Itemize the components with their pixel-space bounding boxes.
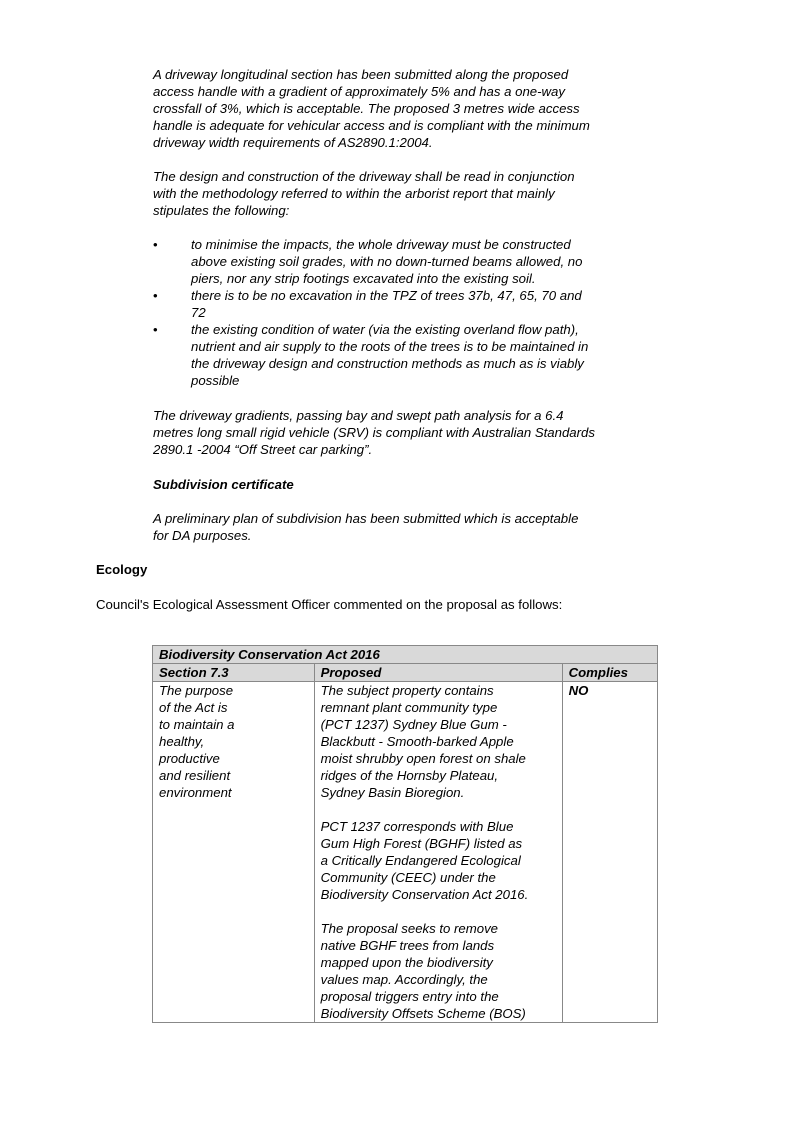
proposed-paragraph — [321, 920, 556, 1022]
text-line: A driveway longitudinal section has been submitted along the proposed — [153, 67, 569, 82]
paragraph-design-construction — [153, 168, 653, 219]
text-line: possible — [191, 373, 240, 388]
cell-proposed — [314, 682, 562, 1023]
text-line: ridges of the Hornsby Plateau, — [320, 768, 499, 783]
bullet-symbol: • — [153, 322, 158, 337]
subdivision-heading: Subdivision certificate — [153, 477, 294, 492]
text-line: proposal triggers entry into the — [320, 989, 499, 1004]
text-line: Biodiversity Conservation Act 2016. — [320, 887, 529, 902]
text-line: Sydney Basin Bioregion. — [320, 785, 465, 800]
table-header-row — [153, 664, 658, 682]
text-line: stipulates the following: — [153, 203, 290, 218]
text-line: access handle with a gradient of approximately 5% and has a one-way — [153, 84, 565, 99]
text-line: environment — [159, 785, 232, 800]
text-line: with the methodology referred to within the arborist report that mainly — [153, 186, 555, 201]
text-line: above existing soil grades, with no down-turned beams allowed, no — [191, 254, 583, 269]
text-line: and resilient — [159, 768, 231, 783]
bullet-list — [153, 236, 653, 389]
text-line: mapped upon the biodiversity — [320, 955, 493, 970]
text-line: (PCT 1237) Sydney Blue Gum - — [320, 717, 507, 732]
table-title: Biodiversity Conservation Act 2016 — [153, 646, 658, 664]
text-line: Community (CEEC) under the — [320, 870, 496, 885]
text-line: to minimise the impacts, the whole driveway must be constructed — [191, 237, 571, 252]
text-line: values map. Accordingly, the — [320, 972, 488, 987]
column-header-proposed: Proposed — [314, 664, 562, 682]
text-line: The proposal seeks to remove — [320, 921, 499, 936]
paragraph-subdivision — [153, 510, 653, 544]
text-line: The subject property contains — [320, 683, 494, 698]
bullet-symbol: • — [153, 288, 158, 303]
text-line: productive — [159, 751, 220, 766]
ecology-intro: Council's Ecological Assessment Officer commented on the proposal as follows: — [96, 597, 563, 612]
text-line: The driveway gradients, passing bay and swept path analysis for a 6.4 — [153, 408, 564, 423]
text-line: healthy, — [159, 734, 205, 749]
text-line: native BGHF trees from lands — [320, 938, 495, 953]
text-line: there is to be no excavation in the TPZ of trees 37b, 47, 65, 70 and — [191, 288, 582, 303]
column-header-complies: Complies — [562, 664, 657, 682]
text-line: moist shrubby open forest on shale — [320, 751, 526, 766]
text-line: A preliminary plan of subdivision has been submitted which is acceptable — [153, 511, 579, 526]
proposed-paragraph — [321, 682, 556, 801]
text-line: remnant plant community type — [320, 700, 498, 715]
text-line: Biodiversity Offsets Scheme (BOS) — [320, 1006, 526, 1021]
cell-complies: NO — [562, 682, 657, 1023]
text-line: The design and construction of the driveway shall be read in conjunction — [153, 169, 575, 184]
text-line: metres long small rigid vehicle (SRV) is compliant with Australian Standards — [153, 425, 595, 440]
text-line: The purpose — [159, 683, 234, 698]
bullet-item — [153, 236, 653, 287]
text-line: 72 — [191, 305, 206, 320]
proposed-paragraph — [321, 818, 556, 903]
table-row — [153, 682, 658, 1023]
text-line: driveway width requirements of AS2890.1:2004. — [153, 135, 433, 150]
text-line: PCT 1237 corresponds with Blue — [320, 819, 514, 834]
text-line: the existing condition of water (via the existing overland flow path), — [191, 322, 579, 337]
text-line: nutrient and air supply to the roots of the trees is to be maintained in — [191, 339, 589, 354]
ecology-heading: Ecology — [96, 562, 148, 577]
cell-section — [153, 682, 315, 1023]
text-line: piers, nor any strip footings excavated into the existing soil. — [191, 271, 536, 286]
text-line: to maintain a — [159, 717, 235, 732]
paragraph-gradients — [153, 407, 653, 458]
text-line: 2890.1 -2004 “Off Street car parking”. — [153, 442, 373, 457]
text-line: crossfall of 3%, which is acceptable. The proposed 3 metres wide access — [153, 101, 580, 116]
text-line: the driveway design and construction methods as much as is viably — [191, 356, 584, 371]
biodiversity-table — [152, 645, 658, 1023]
text-line: for DA purposes. — [153, 528, 252, 543]
bullet-item — [153, 321, 653, 389]
column-header-section: Section 7.3 — [153, 664, 315, 682]
text-line: of the Act is — [159, 700, 228, 715]
bullet-item — [153, 287, 653, 321]
text-line: Gum High Forest (BGHF) listed as — [320, 836, 523, 851]
bullet-symbol: • — [153, 237, 158, 252]
table-title-row — [153, 646, 658, 664]
text-line: handle is adequate for vehicular access and is compliant with the minimum — [153, 118, 590, 133]
text-line: a Critically Endangered Ecological — [320, 853, 521, 868]
text-line: Blackbutt - Smooth-barked Apple — [320, 734, 514, 749]
paragraph-driveway-section — [153, 66, 653, 151]
